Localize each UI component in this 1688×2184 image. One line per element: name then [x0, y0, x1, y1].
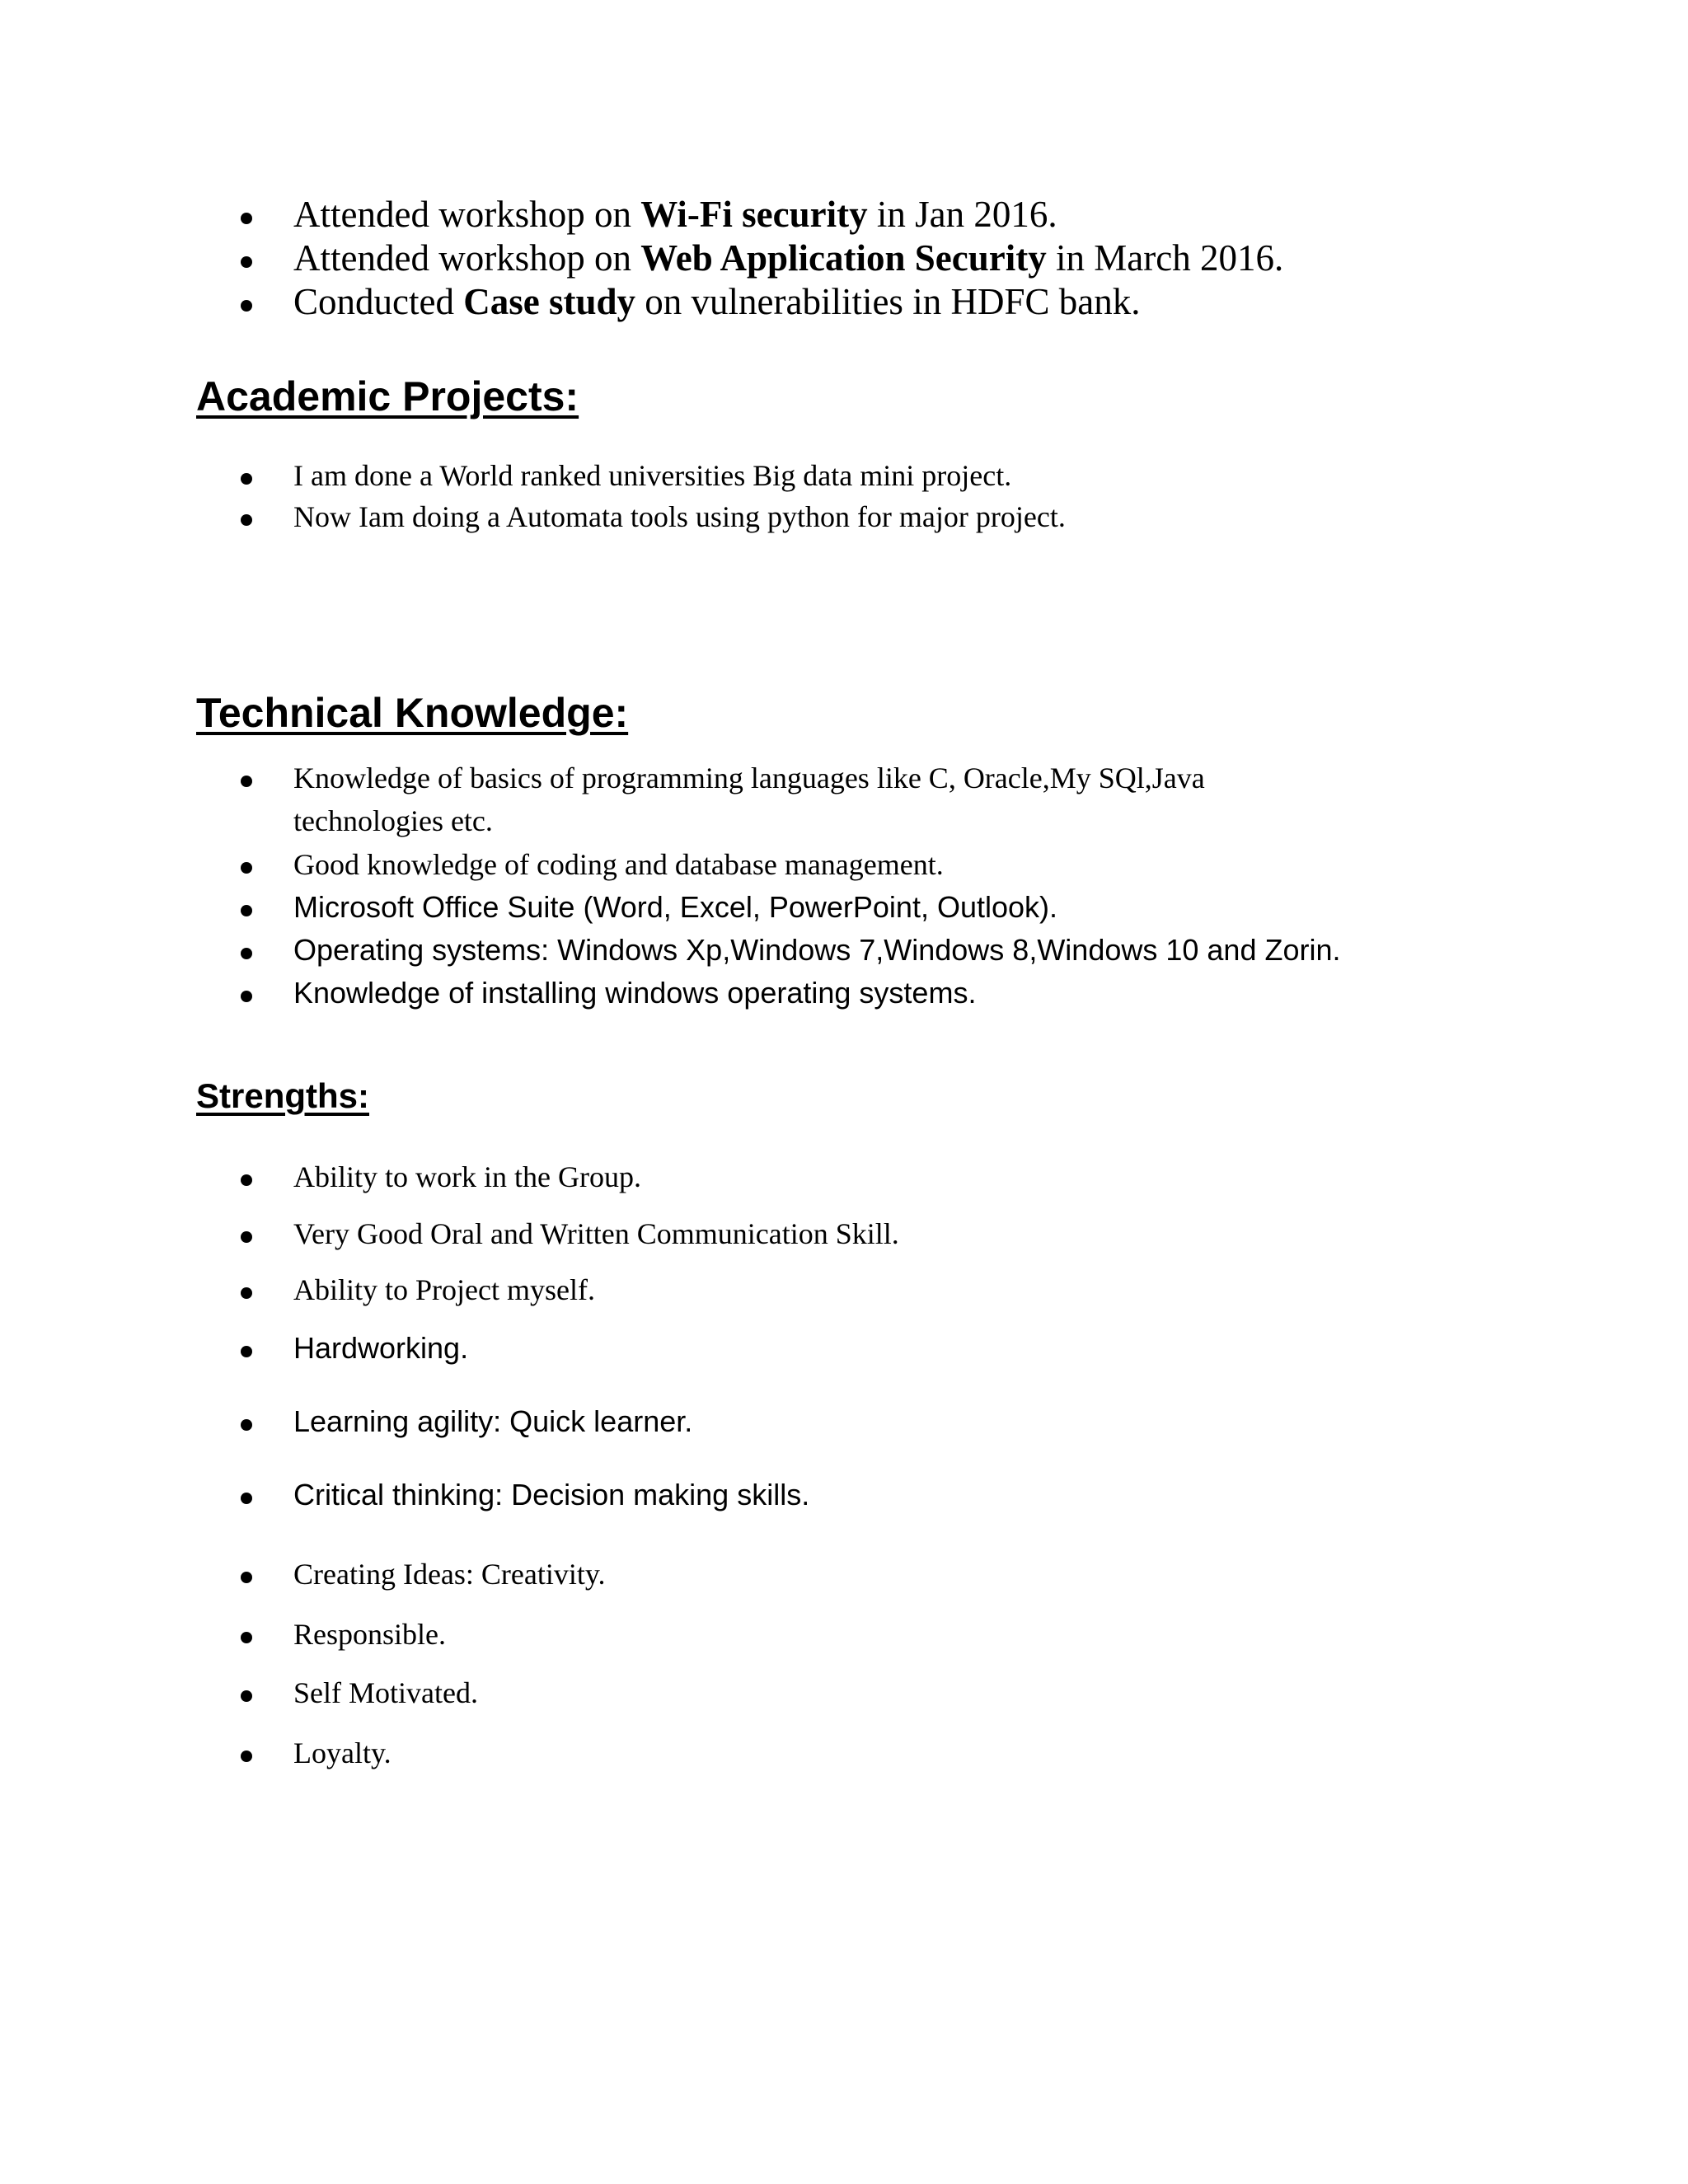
bold-text: Wi-Fi security — [640, 194, 868, 235]
tech-item-installing: Knowledge of installing windows operating systems. — [293, 976, 977, 1010]
case-study — [293, 280, 1140, 323]
strength-item: Very Good Oral and Written Communication Skill. — [293, 1217, 899, 1250]
tech-item-os: Operating systems: Windows Xp,Windows 7,Windows 8,Windows 10 and Zorin. — [293, 933, 1341, 967]
tech-item-languages: Knowledge of basics of programming languages like C, Oracle,My SQl,Java — [293, 762, 1205, 794]
bold-text: Case study — [463, 281, 636, 322]
project-item: Now Iam doing a Automata tools using python for major project. — [293, 500, 1066, 533]
strength-item: Hardworking. — [293, 1331, 469, 1365]
text: on vulnerabilities in HDFC bank. — [635, 281, 1141, 322]
tech-item-office: Microsoft Office Suite (Word, Excel, PowerPoint, Outlook). — [293, 890, 1057, 924]
bullet — [241, 473, 252, 485]
bold-text: Web Application Security — [640, 237, 1047, 279]
bullet — [241, 1174, 252, 1186]
bullet — [241, 1346, 252, 1357]
workshop-wifi — [293, 193, 1057, 236]
bullet — [241, 1690, 252, 1702]
tech-item-coding: Good knowledge of coding and database management. — [293, 848, 944, 881]
bullet — [241, 862, 252, 874]
text: Attended workshop on — [293, 194, 641, 235]
bullet — [241, 1750, 252, 1762]
bullet — [241, 905, 252, 916]
text: in Jan 2016. — [867, 194, 1057, 235]
technical-knowledge-heading: Technical Knowledge: — [196, 690, 629, 736]
bullet — [241, 256, 252, 268]
bullet — [241, 776, 252, 787]
bullet — [241, 1572, 252, 1583]
bullet — [241, 514, 252, 526]
academic-projects-heading: Academic Projects: — [196, 373, 579, 419]
text: Attended workshop on — [293, 237, 641, 279]
bullet — [241, 300, 252, 312]
strength-item: Loyalty. — [293, 1736, 392, 1769]
strength-item: Responsible. — [293, 1618, 446, 1651]
strength-item: Learning agility: Quick learner. — [293, 1404, 693, 1438]
bullet — [241, 1493, 252, 1504]
strengths-heading: Strengths: — [196, 1076, 369, 1115]
bullet — [241, 1632, 252, 1643]
bullet — [241, 1287, 252, 1299]
bullet — [241, 948, 252, 959]
bullet — [241, 991, 252, 1002]
bullet — [241, 213, 252, 224]
strength-item: Ability to Project myself. — [293, 1273, 595, 1306]
strength-item: Ability to work in the Group. — [293, 1160, 641, 1193]
tech-item-languages-cont: technologies etc. — [293, 804, 493, 837]
strength-item: Creating Ideas: Creativity. — [293, 1558, 606, 1591]
text: Conducted — [293, 281, 464, 322]
strength-item: Critical thinking: Decision making skills. — [293, 1478, 810, 1511]
project-item: I am done a World ranked universities Big data mini project. — [293, 459, 1012, 492]
bullet — [241, 1231, 252, 1243]
workshop-web-security — [293, 237, 1283, 279]
text: in March 2016. — [1046, 237, 1284, 279]
strength-item: Self Motivated. — [293, 1676, 478, 1709]
bullet — [241, 1419, 252, 1431]
